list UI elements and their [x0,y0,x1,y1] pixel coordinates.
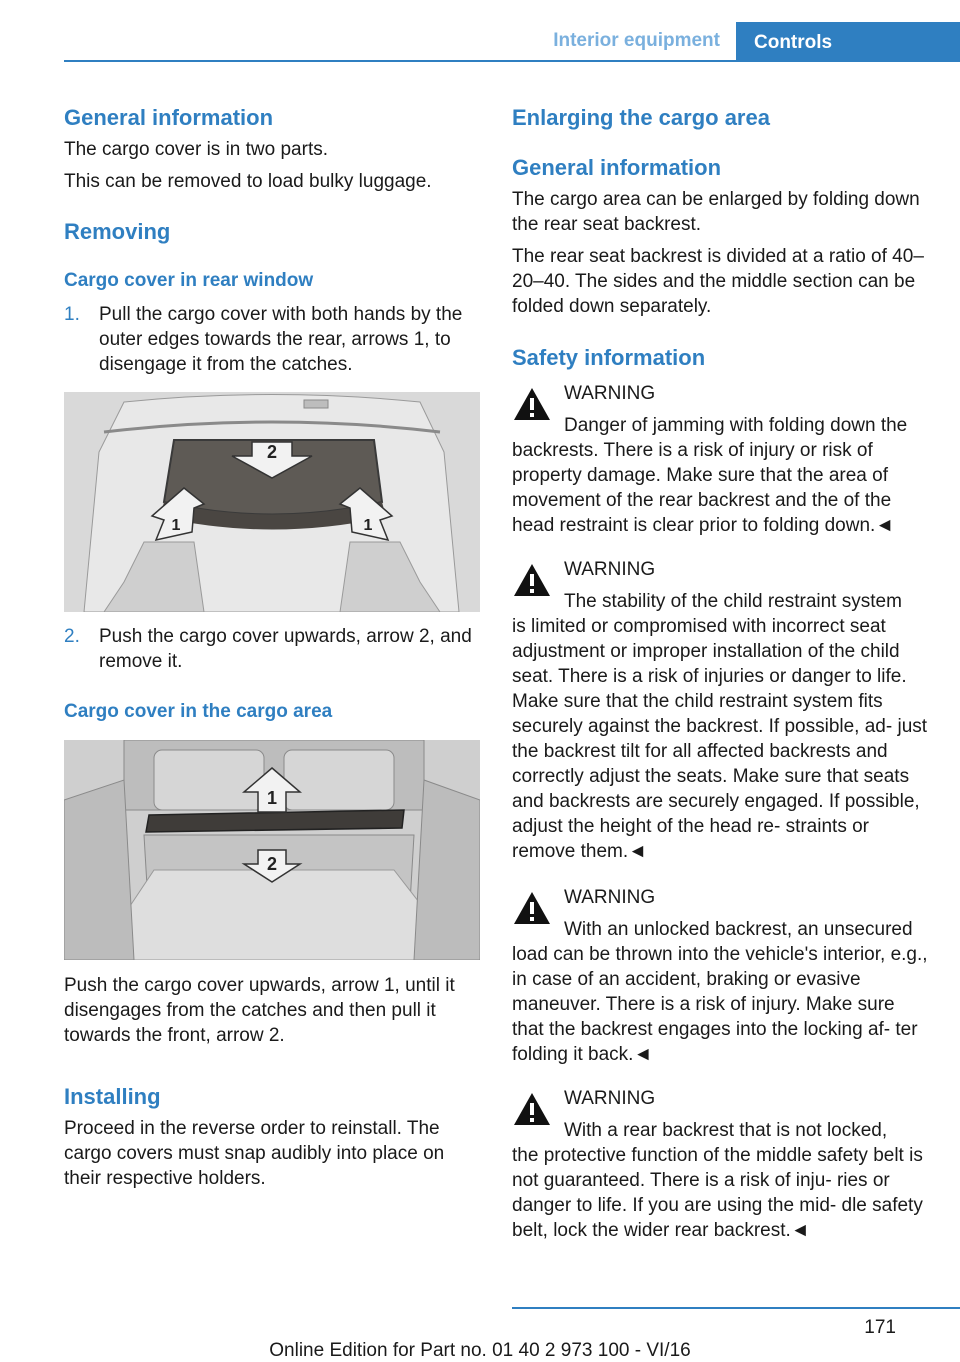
footer-edition: Online Edition for Part no. 01 40 2 973 100 - VI/16 [269,1340,691,1361]
warning-title: WARNING [564,559,656,580]
paragraph: This can be removed to load bulky luggage. [64,171,432,192]
warning-text: the protective function of the middle safety belt is not guaranteed. There is a risk of inju‐ ries or danger to life. If you are using the mid‐ dle safety belt, lock the wider rear backrest.◄ [512,1145,923,1241]
heading-removing: Removing [64,219,171,244]
arrow-label: 1 [171,517,181,534]
warning-text: is limited or compromised with incorrect seat adjustment or improper installation of the child seat. There is a risk of injuries or danger to life. Make sure that the child restraint system fits securely against the backrest. If possible, ad‐ just the backrest tilt for all affected backrests and correctly adjust the seats. Make sure that seats and backrests are securely engaged. If possible, adjust the height of the head re‐ straints or remove them.◄ [512,616,928,862]
paragraph: Proceed in the reverse order to reinstall. The cargo covers must snap audibly into place on their respective holders. [64,1118,445,1189]
heading-cargo-area: Cargo cover in the cargo area [64,701,333,722]
warning-block [512,381,928,538]
step-text: Push the cargo cover upwards, arrow 2, and remove it. [99,626,472,672]
warning-triangle-icon [512,562,552,598]
warning-triangle-icon [512,890,552,926]
warning-block [512,885,928,1067]
step-text: Pull the cargo cover with both hands by the outer edges towards the rear, arrows 1, to disengage it from the catches. [99,304,463,375]
paragraph: Push the cargo cover upwards, arrow 1, until it disengages from the catches and then pull it towards the front, arrow 2. [64,975,455,1046]
figure-cargo-cover-cargo-area [64,740,480,960]
page-number: 171 [864,1317,896,1338]
warning-title: WARNING [564,1088,656,1109]
step-number: 1. [64,304,80,325]
arrow-label: 1 [266,788,278,808]
footer-rule [512,1307,960,1309]
warning-text: backrests. There is a risk of injury or risk of property damage. Make sure that the area of movement of the rear backrest and the of the head restraint is clear prior to folding down.◄ [512,440,895,536]
warning-text: load can be thrown into the vehicle's interior, e.g., in case of an accident, braking or evasive maneuver. There is a risk of injury. Make sure that the backrest engages into the locking af‐ ter folding it back.◄ [512,944,928,1065]
warning-first-line: With an unlocked backrest, an unsecured [564,919,913,940]
chapter-tab: Controls [736,22,960,62]
warning-title: WARNING [564,383,656,404]
arrow-label: 2 [266,442,278,462]
heading-general-information: General information [64,105,274,130]
heading-enlarging-cargo-area: Enlarging the cargo area [512,105,770,130]
section-title: Interior equipment [553,30,720,51]
heading-general-information: General information [512,155,722,180]
page-header [0,0,960,62]
warning-first-line: The stability of the child restraint system [564,591,902,612]
warning-triangle-icon [512,386,552,422]
warning-block [512,1086,928,1243]
header-rule [64,60,960,62]
figure-cargo-cover-rear-window [64,392,480,612]
paragraph: The rear seat backrest is divided at a ratio of 40–20–40. The sides and the middle section can be folded down separately. [512,246,924,317]
warning-title: WARNING [564,887,656,908]
warning-block [512,557,928,864]
warning-first-line: With a rear backrest that is not locked, [564,1120,888,1141]
warning-triangle-icon [512,1091,552,1127]
arrow-label: 1 [363,517,373,534]
heading-installing: Installing [64,1084,161,1109]
arrow-label: 2 [266,854,278,874]
list-item [64,624,480,674]
paragraph: The cargo cover is in two parts. [64,139,328,160]
heading-safety-information: Safety information [512,345,706,370]
paragraph: The cargo area can be enlarged by folding down the rear seat backrest. [512,189,920,235]
heading-rear-window: Cargo cover in rear window [64,270,314,291]
step-number: 2. [64,626,80,647]
list-item [64,302,480,377]
warning-first-line: Danger of jamming with folding down the [564,415,908,436]
